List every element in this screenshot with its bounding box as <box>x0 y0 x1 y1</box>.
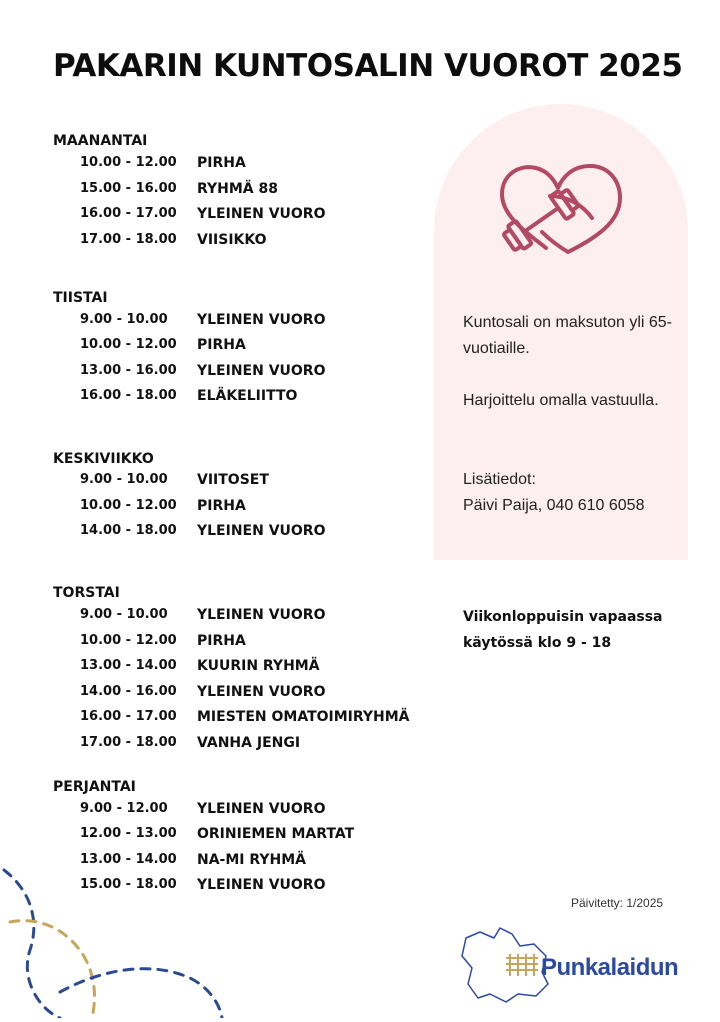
responsibility-text: Harjoittelu omalla vastuulla. <box>463 392 659 409</box>
slot-time: 17.00 - 18.00 <box>80 232 177 247</box>
schedule-row <box>53 709 453 731</box>
schedule-row <box>53 206 453 228</box>
punkalaidun-map-logo-icon <box>460 924 550 1004</box>
schedule-row <box>53 337 453 359</box>
slot-group: RYHMÄ 88 <box>197 181 278 197</box>
slot-group: ELÄKELIITTO <box>197 388 298 404</box>
slot-time: 13.00 - 14.00 <box>80 852 177 867</box>
page-title: PAKARIN KUNTOSALIN VUOROT 2025 <box>53 48 683 84</box>
slot-time: 9.00 - 12.00 <box>80 801 168 816</box>
slot-group: YLEINEN VUORO <box>197 607 326 623</box>
schedule-row <box>53 607 453 629</box>
slot-group: PIRHA <box>197 155 246 171</box>
slot-time: 10.00 - 12.00 <box>80 337 177 352</box>
slot-group: PIRHA <box>197 337 246 353</box>
slot-group: YLEINEN VUORO <box>197 684 326 700</box>
slot-time: 9.00 - 10.00 <box>80 472 168 487</box>
punkalaidun-logo <box>460 924 690 1004</box>
slot-time: 13.00 - 14.00 <box>80 658 177 673</box>
slot-group: YLEINEN VUORO <box>197 877 326 893</box>
slot-time: 12.00 - 13.00 <box>80 826 177 841</box>
schedule-row <box>53 658 453 680</box>
free-entry-text: Kuntosali on maksuton yli 65-vuotiaille. <box>463 314 672 357</box>
slot-group: VANHA JENGI <box>197 735 301 751</box>
schedule-row <box>53 684 453 706</box>
slot-time: 16.00 - 18.00 <box>80 388 177 403</box>
day-heading-thursday: TORSTAI <box>53 585 120 601</box>
slot-group: YLEINEN VUORO <box>197 312 326 328</box>
schedule-row <box>53 388 453 410</box>
slot-group: KUURIN RYHMÄ <box>197 658 320 674</box>
schedule-row <box>53 633 453 655</box>
schedule-row <box>53 155 453 177</box>
schedule-row <box>53 735 453 757</box>
slot-time: 10.00 - 12.00 <box>80 155 177 170</box>
schedule-row <box>53 801 453 823</box>
slot-time: 14.00 - 16.00 <box>80 684 177 699</box>
slot-group: YLEINEN VUORO <box>197 523 326 539</box>
contact-text: Päivi Paija, 040 610 6058 <box>463 497 645 514</box>
slot-time: 9.00 - 10.00 <box>80 312 168 327</box>
slot-time: 10.00 - 12.00 <box>80 498 177 513</box>
day-heading-friday: PERJANTAI <box>53 779 136 795</box>
decorative-dashed-lines <box>0 860 240 1022</box>
slot-time: 13.00 - 16.00 <box>80 363 177 378</box>
updated-date: Päivitetty: 1/2025 <box>571 896 664 910</box>
day-heading-wednesday: KESKIVIIKKO <box>53 451 154 467</box>
schedule-row <box>53 312 453 334</box>
slot-time: 15.00 - 16.00 <box>80 181 177 196</box>
slot-time: 16.00 - 17.00 <box>80 709 177 724</box>
day-heading-tuesday: TIISTAI <box>53 290 108 306</box>
slot-time: 15.00 - 18.00 <box>80 877 177 892</box>
schedule-row <box>53 472 453 494</box>
slot-time: 14.00 - 18.00 <box>80 523 177 538</box>
logo-text: Punkalaidun <box>541 954 679 981</box>
schedule-row <box>53 523 453 545</box>
day-heading-monday: MAANANTAI <box>53 133 148 149</box>
schedule-row <box>53 181 453 203</box>
slot-group: NA-MI RYHMÄ <box>197 852 307 868</box>
schedule-row <box>53 363 453 385</box>
slot-group: VIISIKKO <box>197 232 267 248</box>
slot-group: YLEINEN VUORO <box>197 801 326 817</box>
slot-group: YLEINEN VUORO <box>197 363 326 379</box>
weekend-notice: Viikonloppuisin vapaassa käytössä klo 9 - 18 <box>463 609 663 651</box>
slot-group: PIRHA <box>197 498 246 514</box>
contact-label: Lisätiedot: <box>463 471 536 488</box>
slot-group: MIESTEN OMATOIMIRYHMÄ <box>197 709 410 725</box>
schedule-row <box>53 232 453 254</box>
heart-dumbbell-icon <box>496 160 626 264</box>
slot-group: ORINIEMEN MARTAT <box>197 826 355 842</box>
schedule-row <box>53 826 453 848</box>
slot-time: 17.00 - 18.00 <box>80 735 177 750</box>
slot-time: 9.00 - 10.00 <box>80 607 168 622</box>
slot-group: YLEINEN VUORO <box>197 206 326 222</box>
slot-group: PIRHA <box>197 633 246 649</box>
slot-group: VIITOSET <box>197 472 269 488</box>
slot-time: 10.00 - 12.00 <box>80 633 177 648</box>
slot-time: 16.00 - 17.00 <box>80 206 177 221</box>
schedule-row <box>53 498 453 520</box>
